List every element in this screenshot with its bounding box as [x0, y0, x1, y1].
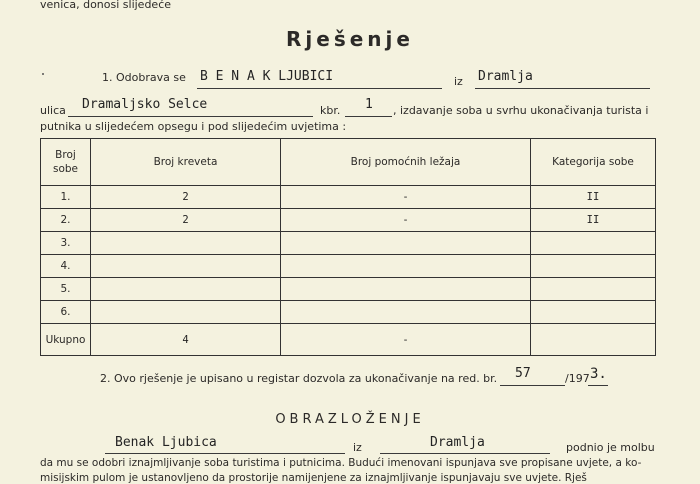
place-underline	[475, 88, 650, 89]
house-number-underline	[345, 116, 392, 117]
total-beds-cell: 4	[91, 324, 281, 356]
category-cell	[531, 255, 656, 278]
header-extra-beds: Broj pomoćnih ležaja	[281, 139, 531, 186]
beds-cell: 2	[91, 186, 281, 209]
paper-speck	[42, 73, 44, 75]
applicant-name-field: B E N A K LJUBICI	[200, 69, 334, 84]
document-title: Rješenje	[286, 27, 414, 51]
beds-cell	[91, 301, 281, 324]
from-label: iz	[454, 75, 463, 88]
registration-year-underline	[588, 385, 608, 386]
reasoning-name-underline	[105, 453, 345, 454]
street-label: ulica	[40, 104, 66, 117]
registration-number-field: 57	[515, 366, 531, 381]
extra-beds-cell	[281, 278, 531, 301]
room-number-cell: 1.	[41, 186, 91, 209]
room-number-cell: 3.	[41, 232, 91, 255]
reasoning-tail: podnio je molbu	[566, 441, 655, 454]
conditions-text: putnika u slijedećem opsegu i pod slijedećim uvjetima :	[40, 120, 347, 133]
purpose-text: , izdavanje soba u svrhu ukonačivanja turista i	[393, 104, 649, 117]
extra-beds-cell: -	[281, 186, 531, 209]
table-row	[41, 301, 656, 324]
header-category: Kategorija sobe	[531, 139, 656, 186]
registration-year-prefix: /197	[565, 372, 590, 385]
total-extra-beds-cell: -	[281, 324, 531, 356]
beds-cell	[91, 255, 281, 278]
category-cell	[531, 301, 656, 324]
registration-year-field: 3.	[590, 366, 607, 382]
header-room-number: Broj sobe	[41, 139, 91, 186]
room-number-cell: 6.	[41, 301, 91, 324]
extra-beds-cell	[281, 301, 531, 324]
category-cell: II	[531, 186, 656, 209]
table-row	[41, 278, 656, 301]
extra-beds-cell	[281, 255, 531, 278]
place-field: Dramlja	[478, 69, 533, 84]
registration-text: 2. Ovo rješenje je upisano u registar dozvola za ukonačivanje na red. br.	[100, 372, 498, 385]
house-number-label: kbr.	[320, 104, 341, 117]
street-underline	[68, 116, 313, 117]
table-row	[41, 255, 656, 278]
header-beds: Broj kreveta	[91, 139, 281, 186]
reasoning-place-underline	[380, 453, 550, 454]
registration-number-underline	[500, 385, 565, 386]
name-underline	[197, 88, 442, 89]
table-row	[41, 186, 656, 209]
beds-cell	[91, 278, 281, 301]
room-number-cell: 4.	[41, 255, 91, 278]
category-cell	[531, 278, 656, 301]
reasoning-line-2: da mu se odobri iznajmljivanje soba turistima i putnicima. Budući imenovani ispunjava sve propisane uvjete, a ko-	[40, 457, 642, 469]
room-number-cell: 5.	[41, 278, 91, 301]
rooms-table	[40, 138, 656, 356]
total-row	[41, 324, 656, 356]
total-label: Ukupno	[41, 324, 91, 356]
reasoning-line-3: misijskim pulom je ustanovljeno da prostorije namijenjene za iznajmljivanje ispunjavaju sve uvjete. Rješ	[40, 472, 587, 484]
extra-beds-cell	[281, 232, 531, 255]
reasoning-heading: OBRAZLOŽENJE	[275, 412, 425, 427]
category-cell: II	[531, 209, 656, 232]
approval-prefix: 1. Odobrava se	[102, 71, 186, 84]
category-cell	[531, 232, 656, 255]
street-field: Dramaljsko Selce	[82, 97, 208, 112]
table-row	[41, 209, 656, 232]
reasoning-name-field: Benak Ljubica	[115, 435, 217, 450]
beds-cell	[91, 232, 281, 255]
table-row	[41, 232, 656, 255]
reasoning-from-label: iz	[353, 441, 362, 454]
room-number-cell: 2.	[41, 209, 91, 232]
house-number-field: 1	[365, 97, 373, 112]
intro-line: venica, donosi slijedeće	[40, 0, 172, 11]
total-category-cell	[531, 324, 656, 356]
reasoning-place-field: Dramlja	[430, 435, 485, 450]
beds-cell: 2	[91, 209, 281, 232]
extra-beds-cell: -	[281, 209, 531, 232]
